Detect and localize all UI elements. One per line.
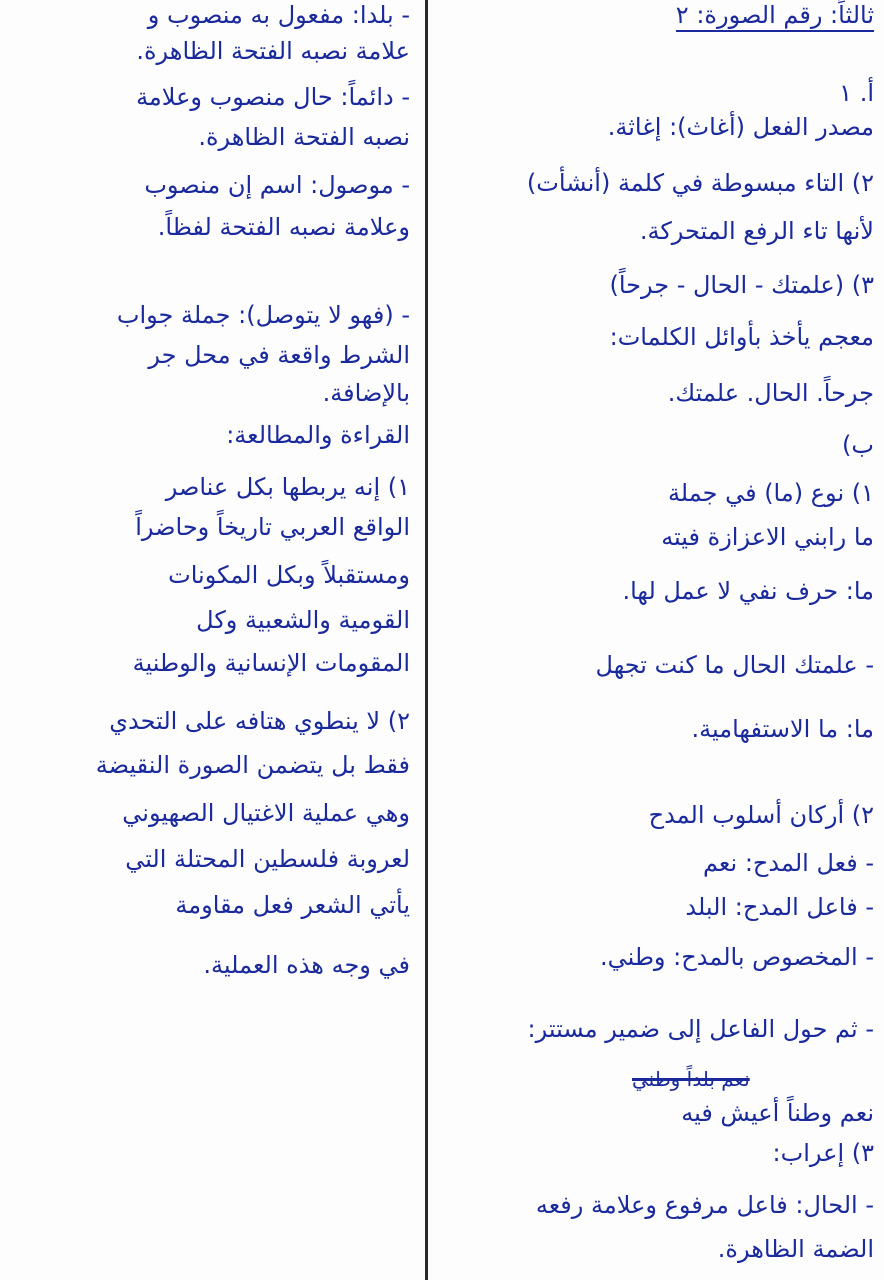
right-line-15: ٢) أركان أسلوب المدح [648,801,874,829]
right-line-2: أ. ١ [839,79,874,107]
left-line-16: ٢) لا ينطوي هتافه على التحدي [109,707,410,735]
left-line-18: وهي عملية الاغتيال الصهيوني [122,799,410,827]
left-line-11: ١) إنه يربطها بكل عناصر [165,473,410,501]
left-line-21: في وجه هذه العملية. [203,951,410,979]
left-line-2: علامة نصبه الفتحة الظاهرة. [136,37,410,65]
left-line-19: لعروبة فلسطين المحتلة التي [125,845,410,873]
right-line-8: جرحاً. الحال. علمتك. [667,379,874,407]
left-line-6: وعلامة نصبه الفتحة لفظاً. [157,213,410,241]
right-line-20: نعم وطناً أعيش فيه [681,1099,874,1127]
left-line-3: - دائماً: حال منصوب وعلامة [136,83,410,111]
right-line-9: ب) [842,431,874,459]
left-line-13: ومستقبلاً وبكل المكونات [168,561,410,589]
left-line-5: - موصول: اسم إن منصوب [144,171,410,199]
left-line-4: نصبه الفتحة الظاهرة. [198,123,410,151]
left-line-7: - (فهو لا يتوصل): جملة جواب [116,301,410,329]
left-line-8: الشرط واقعة في محل جر [148,341,410,369]
left-line-17: فقط بل يتضمن الصورة النقيضة [95,751,410,779]
column-divider [425,0,428,1280]
left-line-12: الواقع العربي تاريخاً وحاضراً [135,513,410,541]
right-line-23: الضمة الظاهرة. [717,1235,874,1263]
left-line-15: المقومات الإنسانية والوطنية [132,649,410,677]
left-line-1: - بلدا: مفعول به منصوب و [147,1,410,29]
left-column [0,0,420,1280]
struck-out-text: نعم بلداً وطني [632,1067,750,1091]
right-line-21: ٣) إعراب: [772,1139,874,1167]
right-line-1: ثالثاً: رقم الصورة: ٢ [676,0,874,32]
right-line-7: معجم يأخذ بأوائل الكلمات: [609,323,874,351]
left-line-20: يأتي الشعر فعل مقاومة [175,891,410,919]
right-line-10: ١) نوع (ما) في جملة [667,479,874,507]
right-line-13: - علمتك الحال ما كنت تجهل [595,651,874,679]
right-line-4: ٢) التاء مبسوطة في كلمة (أنشأت) [526,169,874,197]
right-line-16: - فعل المدح: نعم [702,849,874,877]
right-line-18: - المخصوص بالمدح: وطني. [599,943,874,971]
right-line-14: ما: ما الاستفهامية. [691,715,874,743]
left-line-9: بالإضافة. [322,379,410,407]
right-line-17: - فاعل المدح: البلد [685,893,874,921]
right-line-6: ٣) (علمتك - الحال - جرحاً) [609,271,874,299]
right-line-22: - الحال: فاعل مرفوع وعلامة رفعه [535,1191,874,1219]
right-line-11: ما رابني الاعزازة فيته [661,523,874,551]
left-line-14: القومية والشعبية وكل [196,606,410,634]
right-line-3: مصدر الفعل (أغاث): إغاثة. [607,113,874,141]
right-line-12: ما: حرف نفي لا عمل لها. [622,577,874,605]
right-line-19: - ثم حول الفاعل إلى ضمير مستتر: [527,1015,874,1043]
right-line-5: لأنها تاء الرفع المتحركة. [639,217,874,245]
left-line-10: القراءة والمطالعة: [226,421,410,449]
